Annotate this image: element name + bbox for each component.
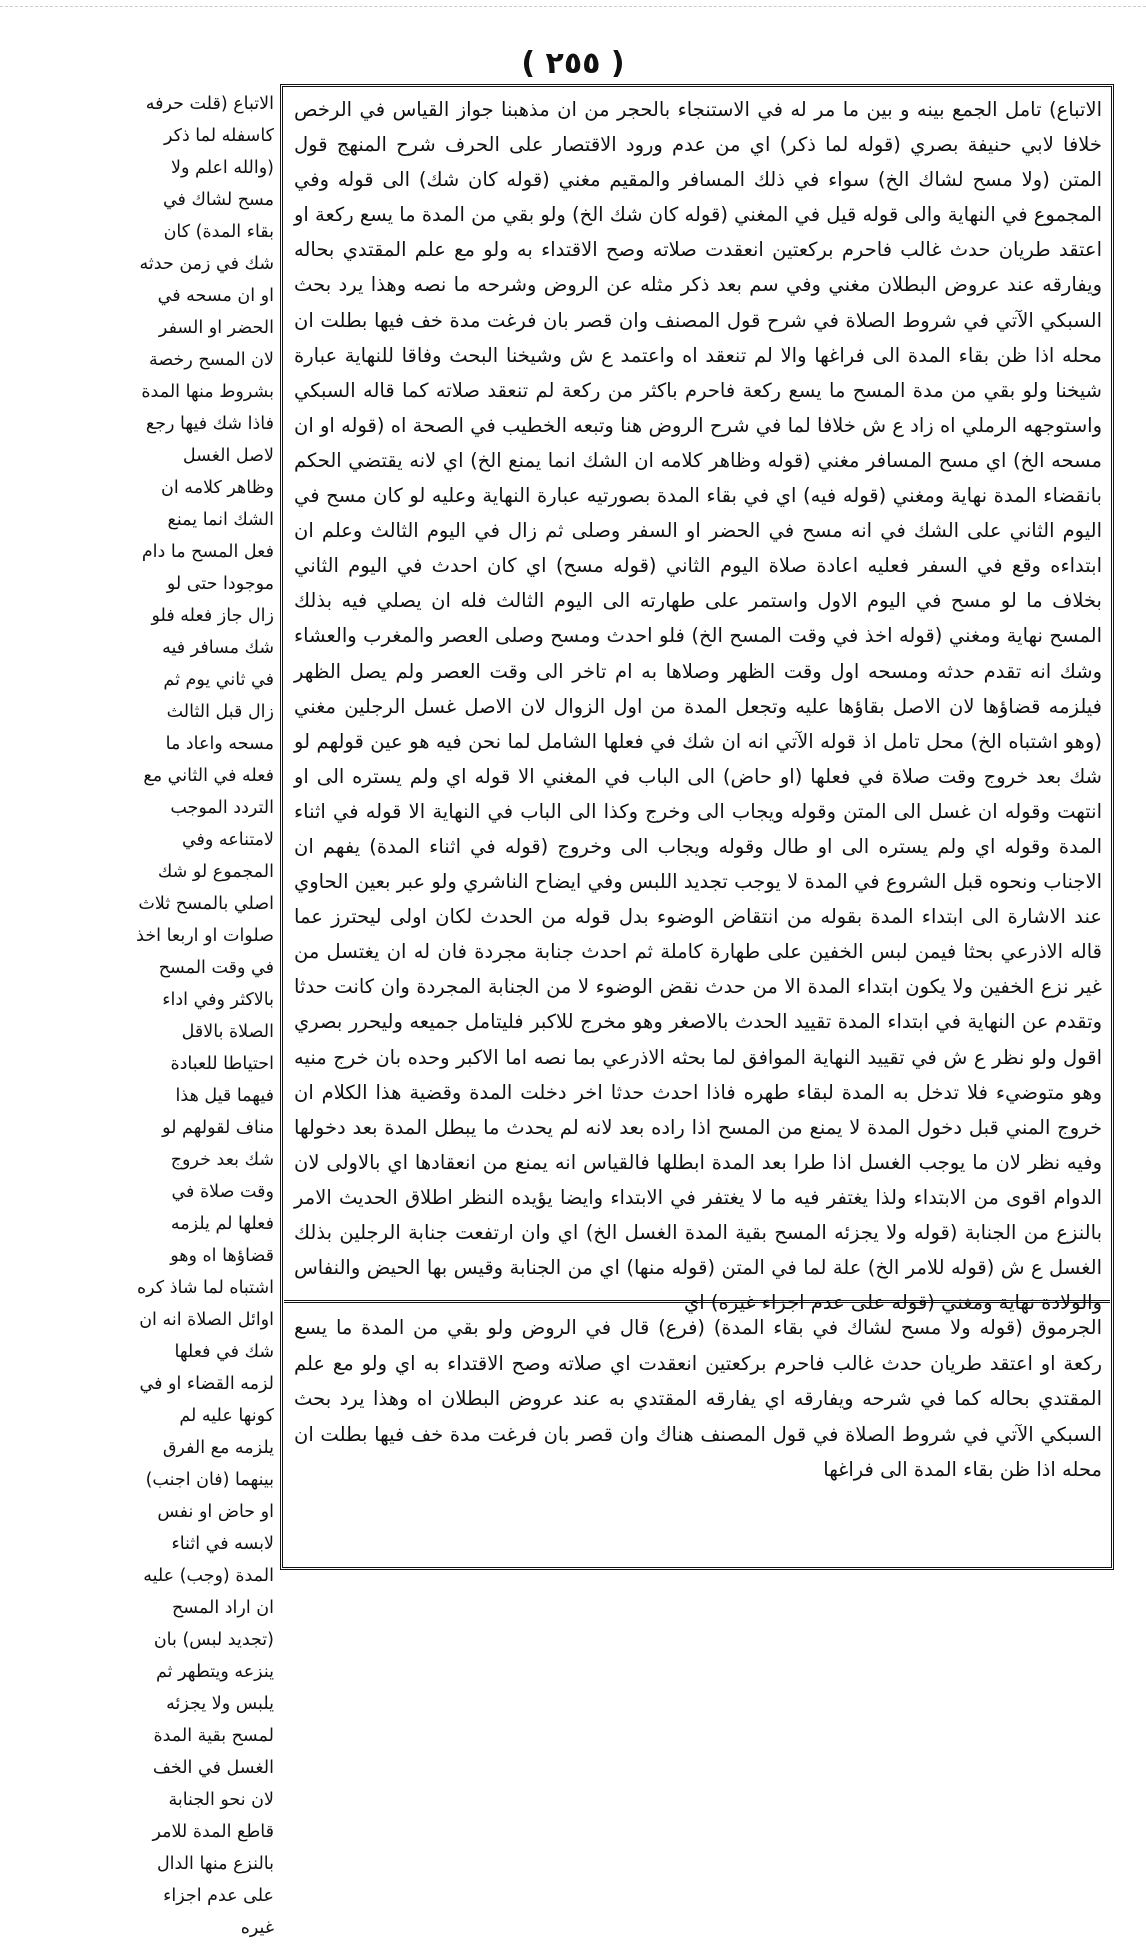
main-text: الاتباع) تامل الجمع بينه و بين ما مر له في الاستنجاء بالحجر من ان مذهبنا جواز القياس في الرخص خلافا لابي حنيفة بصري (قوله لما ذكر) اي من عدم ورود الاقتصار على الحرف شرح المنهج قول المتن (ولا مسح لشاك الخ) سواء في ذلك المسافر والمقيم مغني (قوله كان شك) الى قوله وفي المجموع في النهاية والى قوله قيل في المغني (قوله كان شك الخ) ولو بقي من المدة ما يسع ركعة او اعتقد طريان حدث غالب فاحرم بركعتين انعقدت صلاته وصح الاقتداء به ولو مع علم المقتدي بحاله ويفارقه عند عروض البطلان مغني وفي سم بعد ذكر مثله عن الروض وشرحه ما نصه وهذا يرد بحث السبكي الآتي في شروط الصلاة في شرح قول المصنف وان قصر بان فرغت مدة خف فيها بطلت ان محله اذا ظن بقاء المدة الى فراغها والا لم تنعقد اه واعتمد ع ش وشيخنا البحث وفاقا للنهاية عبارة شيخنا ولو بقي من مدة المسح ما يسع ركعة فاحرم باكثر من ركعة لم تنعقد صلاته كما قاله السبكي واستوجهه الرملي اه زاد ع ش خلافا لما في شرح الروض هنا وتبعه الخطيب في الصحة اه (قوله او ان مسحه الخ) اي مسح المسافر مغني (قوله وظاهر كلامه ان الشك انما يمنع الخ) اي لانه يقتضي الحكم بانقضاء المدة نهاية ومغني (قوله فيه) اي في بقاء المدة بصورتيه عبارة النهاية وعليه لو كان مسح في اليوم الثاني على الشك في انه مسح في الحضر او السفر وصلى ثم زال في اليوم الثالث وعلم ان ابتداءه وقع في السفر فعليه اعادة صلاة اليوم الثاني (قوله مسح) اي كان احدث في اليوم الثاني بخلاف ما لو مسح في اليوم الاول واستمر على طهارته الى اليوم الثالث فله ان يصلي فيه بذلك المسح نهاية ومغني (قوله اخذ في وقت المسح الخ) فلو احدث ومسح وصلى العصر والمغرب والعشاء وشك انه تقدم حدثه ومسحه اول وقت الظهر وصلاها به ام تاخر الى وقت العصر ولم يصل الظهر فيلزمه قضاؤها لان الاصل بقاؤها عليه وتجعل المدة من اول الزوال لان الاصل غسل الرجلين مغني (وهو اشتباه الخ) محل تامل اذ قوله الآتي انه ان شك في فعلها الشامل لما نحن فيه هو عين قولهم لو شك بعد خروج وقت صلاة في فعلها (او حاض) الى الباب في المغني الا قوله اي ولم يستره الى او انتهت وقوله ان غسل الى المتن وقوله ويجاب الى وخرج وكذا الى الباب في النهاية الا قوله في اثناء المدة وقوله اي ولم يستره الى او طال وقوله ويجاب الى وخروج (قوله في اثناء المدة) يفهم ان الاجناب ونحوه قبل الشروع في المدة لا يوجب تجديد اللبس وفي ايضاح الناشري ولو عبر بعين الحاوي عند الاشارة الى ابتداء المدة بقوله من انتقاض الوضوء بدل قوله من الحدث لكان اولى ليحترز عما قاله الاذرعي بحثا فيمن لبس الخفين على طهارة كاملة ثم احدث جنابة مجردة فان له ان يغتسل من غير نزع الخفين ولا يكون ابتداء المدة الا من حدث نقض الوضوء لا من الجنابة المجردة وان كانت حدثا وتقدم عن النهاية في ابتداء المدة تقييد الحدث بالاصغر وهو مخرج للاكبر فليتامل جميعه وليحرر بصري اقول ولو نظر ع ش في تقييد النهاية الموافق لما بحثه الاذرعي بما نصه اما الاكبر وحده بان خرج منيه وهو متوضيء فلا تدخل به المدة لبقاء طهره فاذا احدث حدثا اخر دخلت المدة وقضية هذا الكلام ان خروج المني قبل دخول المدة لا يمنع من المسح اذا راده بعد لانه لم يحدث ما يبطل المدة بعد دخولها وفيه نظر لان ما يوجب الغسل اذا طرا بعد المدة ابطلها فالقياس انه يمنع من انعقادها اي بالاولى لان الدوام اقوى من الابتداء ولذا يغتفر فيه ما لا يغتفر في الابتداء وايضا يؤيده النظر اطلاق الحديث الامر بالنزع من الجنابة (قوله ولا يجزئه المسح بقية المدة الغسل الخ) اي وان ارتفعت جنابة الرجلين بذلك الغسل ع ش (قوله للامر الخ) علة لما في المتن (قوله منها) اي من الجنابة وقيس بها الحيض والنفاس والولادة نهاية ومغني (قوله على عدم اجزاء غيره) اي <box>294 98 1102 1315</box>
top-edge-line <box>0 6 1146 7</box>
page-number: ( ٢٥٥ ) <box>521 46 625 81</box>
margin-text: الاتباع (قلت حرفه كاسفله لما ذكر (والله اعلم ولا مسح لشاك في بقاء المدة) كان شك في زمن حدثه او ان مسحه في الحضر او السفر لان المسح رخصة بشروط منها المدة فاذا شك فيها رجع لاصل الغسل وظاهر كلامه ان الشك انما يمنع فعل المسح ما دام موجودا حتى لو زال جاز فعله فلو شك مسافر فيه في ثاني يوم ثم زال قبل الثالث مسحه واعاد ما فعله في الثاني مع التردد الموجب لامتناعه وفي المجموع لو شك اصلي بالمسح ثلاث صلوات او اربعا اخذ في وقت المسح بالاكثر وفي اداء الصلاة بالاقل احتياطا للعبادة فيهما قيل هذا مناف لقولهم لو شك بعد خروج وقت صلاة في فعلها لم يلزمه قضاؤها اه وهو اشتباه لما شاذ كره اوائل الصلاة انه ان شك في فعلها لزمه القضاء او في كونها عليه لم يلزمه مع الفرق بينهما (فان اجنب) او حاض او نفس لابسه في اثناء المدة (وجب) عليه ان اراد المسح (تجديد لبس) بان ينزعه ويتطهر ثم يلبس ولا يجزئه لمسح بقية المدة الغسل في الخف لان نحو الجنابة قاطع المدة للامر بالنزع منها الدال على عدم اجزاء غيره <box>136 94 274 1938</box>
main-text-column <box>294 92 1102 1315</box>
margin-text-column <box>136 88 274 1938</box>
footnote-column <box>294 1310 1102 1562</box>
footnote-text: الجرموق (قوله ولا مسح لشاك في بقاء المدة) (فرع) قال في الروض ولو بقي من المدة ما يسع ركعة او اعتقد طريان حدث غالب فاحرم بركعتين انعقدت اي صلاته وصح الاقتداء به اي ولو مع علم المقتدي بحاله كما في شرحه ويفارقه اي يفارقه المقتدي به عند عروض البطلان اه وهذا يرد بحث السبكي الآتي في شروط الصلاة في قول المصنف هناك وان قصر بان فرغت مدة خف فيها بطلت ان محله اذا ظن بقاء المدة الى فراغها <box>294 1316 1102 1481</box>
